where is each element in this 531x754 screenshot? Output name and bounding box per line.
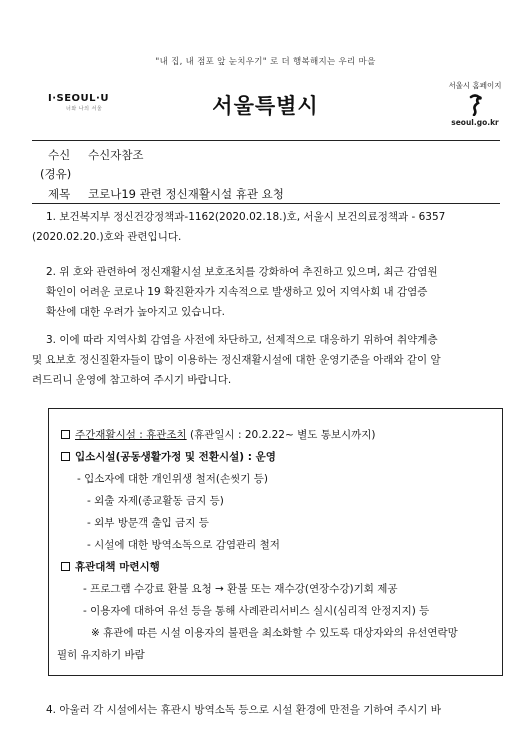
box-line-11: 필히 유지하기 바람 — [57, 649, 145, 661]
recipient-value: 수신자참조 — [88, 148, 144, 162]
subject-divider — [32, 203, 500, 204]
box-line-4: - 외출 자제(종교활동 금지 등) — [87, 495, 224, 507]
paragraph-4 — [32, 700, 502, 720]
header-divider — [32, 140, 500, 141]
day-facility-closure: 주간재활시설 : 휴관조치 — [75, 429, 187, 441]
box-line-5: - 외부 방문객 출입 금지 등 — [87, 517, 209, 529]
org-title: 서울특별시 — [212, 93, 319, 118]
via-label: (경유) — [40, 167, 72, 181]
residential-facility-operation: 입소시설(공동생활가정 및 전환시설) : 운영 — [75, 451, 276, 463]
subject-label: 제목 — [48, 187, 71, 201]
subject-value: 코로나19 관련 정신재활시설 휴관 요청 — [88, 187, 284, 201]
closure-period-note: (휴관일시 : 20.2.22~ 별도 통보시까지) — [186, 429, 376, 441]
logo-left-text: I·SEOUL·U — [48, 93, 109, 104]
operation-guideline-box — [48, 408, 503, 676]
seoul-symbol-icon — [465, 94, 485, 116]
recipient-row — [48, 147, 144, 163]
p2-line3: 확산에 대한 우려가 높아지고 있습니다. — [46, 306, 225, 318]
box-line-3: - 입소자에 대한 개인위생 철저(손씻기 등) — [77, 473, 268, 485]
box-line-8: - 프로그램 수강료 환불 요청 → 환불 또는 재수강(연장수강)기회 제공 — [83, 583, 398, 595]
checkbox-square-icon — [61, 430, 70, 439]
checkbox-square-icon — [61, 452, 70, 461]
p2-line1: 2. 위 호와 관련하여 정신재활시설 보호조치를 강화하여 추진하고 있으며, 최근 감염원 — [46, 266, 438, 278]
p4-line1: 4. 아울러 각 시설에서는 휴관시 방역소독 등으로 시설 환경에 만전을 기하여 주시기 바 — [46, 704, 441, 716]
box-line-7 — [61, 559, 160, 574]
p2-line2: 확인이 어려운 코로나 19 확진환자가 지속적으로 발생하고 있어 지역사회 내 감염증 — [46, 286, 428, 298]
box-line-10: ※ 휴관에 따른 시설 이용자의 불편을 최소화할 수 있도록 대상자와의 유선연락망 — [91, 627, 458, 639]
checkbox-square-icon — [61, 562, 70, 571]
p1-line1: 1. 보건복지부 정신건강정책과-1162(2020.02.18.)호, 서울시 보건의료정책과 - 6357 — [46, 211, 446, 223]
paragraph-3 — [32, 330, 502, 390]
logo-left-sub: 너와 나의 서울 — [66, 106, 103, 112]
subject-row — [48, 186, 284, 202]
box-line-1 — [61, 427, 376, 442]
box-line-9: - 이용자에 대하여 유선 등을 통해 사례관리서비스 실시(심리적 안정지지) 등 — [83, 605, 430, 617]
p3-line1: 3. 이에 따라 지역사회 감염을 사전에 차단하고, 선제적으로 대응하기 위하여 취약계층 — [46, 334, 438, 346]
box-line-6: - 시설에 대한 방역소독으로 감염관리 철저 — [87, 539, 280, 551]
paragraph-1 — [32, 207, 502, 247]
p1-line2: (2020.02.20.)호와 관련입니다. — [32, 231, 182, 243]
homepage-label: 서울시 홈페이지 — [448, 81, 502, 90]
box-line-2 — [61, 449, 276, 464]
slogan: "내 집, 내 점포 앞 눈치우기" 로 더 행복해지는 우리 마을 — [155, 57, 376, 67]
homepage-logo — [440, 80, 510, 127]
closure-measures: 휴관대책 마련시행 — [75, 561, 160, 573]
homepage-url: seoul.go.kr — [451, 118, 499, 127]
p3-line2: 및 요보호 정신질환자들이 많이 이용하는 정신재활시설에 대한 운영기준을 아래와 같이 알 — [32, 354, 441, 366]
recipient-label: 수신 — [48, 148, 71, 162]
paragraph-2 — [32, 262, 502, 322]
p3-line3: 려드리니 운영에 참고하여 주시기 바랍니다. — [32, 374, 232, 386]
